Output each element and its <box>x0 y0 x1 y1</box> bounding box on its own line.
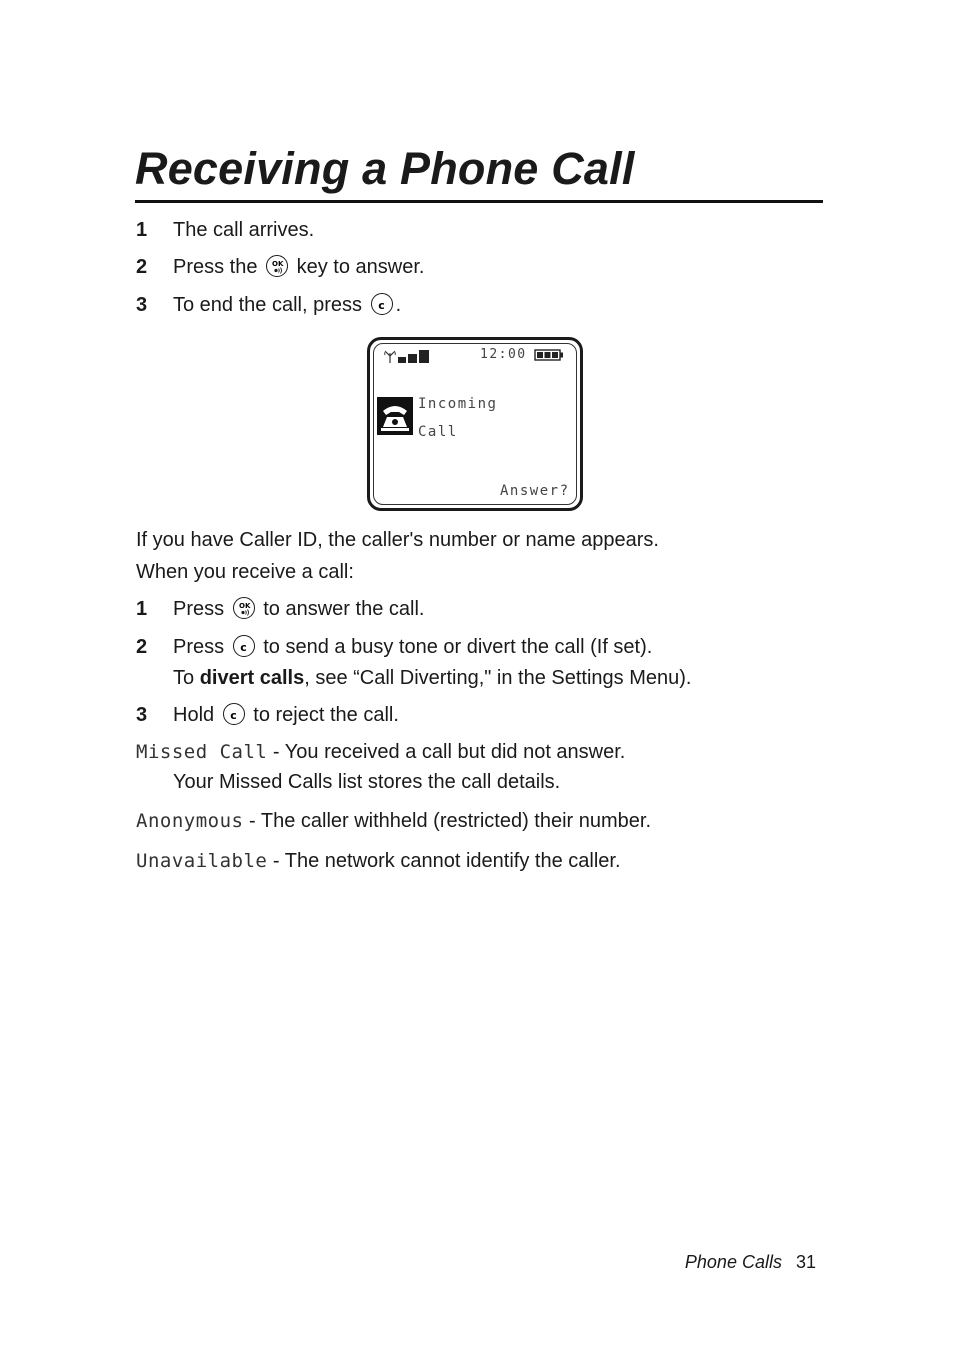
screen-prompt: Answer? <box>500 483 570 499</box>
step-text-before: To end the call, press <box>173 294 362 316</box>
c-key-icon <box>233 635 255 657</box>
term-label: Unavailable <box>136 850 268 872</box>
c-key-icon <box>371 293 393 315</box>
step-number: 2 <box>136 636 148 658</box>
term-anonymous <box>136 809 651 833</box>
antenna-icon <box>384 350 396 369</box>
ok-key-icon <box>266 255 288 277</box>
svg-text:OK: OK <box>272 260 284 268</box>
term-missed-call <box>136 740 625 764</box>
step-text-after: to answer the call. <box>263 598 425 620</box>
step-number: 2 <box>136 256 148 278</box>
divert-note-pre: To <box>173 667 200 689</box>
step-text-after: . <box>395 294 402 316</box>
receive-intro: When you receive a call: <box>136 561 354 583</box>
step-text-before: Press <box>173 598 225 620</box>
svg-text:c: c <box>239 641 247 654</box>
footer-section: Phone Calls <box>684 1252 782 1272</box>
page-footer <box>685 1252 816 1273</box>
signal-bars-icon <box>398 350 430 368</box>
step-number: 1 <box>136 598 148 620</box>
step-text-after: to send a busy tone or divert the call (If set). <box>263 636 653 658</box>
step-text-before: Hold <box>173 704 215 726</box>
term-description: - The caller withheld (restricted) their number. <box>243 810 652 832</box>
step-text <box>173 703 399 727</box>
divert-calls-term: divert calls <box>199 667 305 689</box>
term-label: Missed Call <box>136 741 268 763</box>
step-text <box>173 293 401 317</box>
caller-id-text: If you have Caller ID, the caller's number or name appears. <box>136 529 659 551</box>
svg-text:OK: OK <box>238 602 251 610</box>
c-key-icon <box>223 703 245 725</box>
screen-line-1: Incoming <box>418 396 498 412</box>
step-text <box>173 255 424 279</box>
svg-text:c: c <box>377 299 385 312</box>
term-missed-call-detail: Your Missed Calls list stores the call details. <box>173 771 561 793</box>
term-label: Anonymous <box>136 810 244 832</box>
step-text-after: key to answer. <box>296 256 425 278</box>
phone-ringing-icon <box>377 397 413 440</box>
term-unavailable <box>136 849 621 873</box>
step-text: The call arrives. <box>173 219 315 241</box>
term-description: - You received a call but did not answer. <box>267 741 626 763</box>
step-number: 3 <box>136 294 148 316</box>
step-text <box>173 597 424 621</box>
page-title: Receiving a Phone Call <box>135 142 823 203</box>
term-description: - The network cannot identify the caller. <box>267 850 621 872</box>
divert-note-post: , see “Call Diverting," in the Settings Menu). <box>304 667 692 689</box>
page-number: 31 <box>795 1252 816 1272</box>
step-text-after: to reject the call. <box>253 704 399 726</box>
phone-display <box>367 337 583 511</box>
divert-note-text <box>173 666 691 690</box>
battery-icon <box>534 348 564 366</box>
step-text-before: Press the <box>173 256 258 278</box>
step-text-before: Press <box>173 636 225 658</box>
ok-key-icon <box>233 597 255 619</box>
screen-line-2: Call <box>418 424 458 440</box>
step-number: 1 <box>136 219 148 241</box>
svg-text:c: c <box>229 709 237 722</box>
screen-time: 12:00 <box>480 347 527 362</box>
step-number: 3 <box>136 704 148 726</box>
step-text <box>173 635 652 659</box>
